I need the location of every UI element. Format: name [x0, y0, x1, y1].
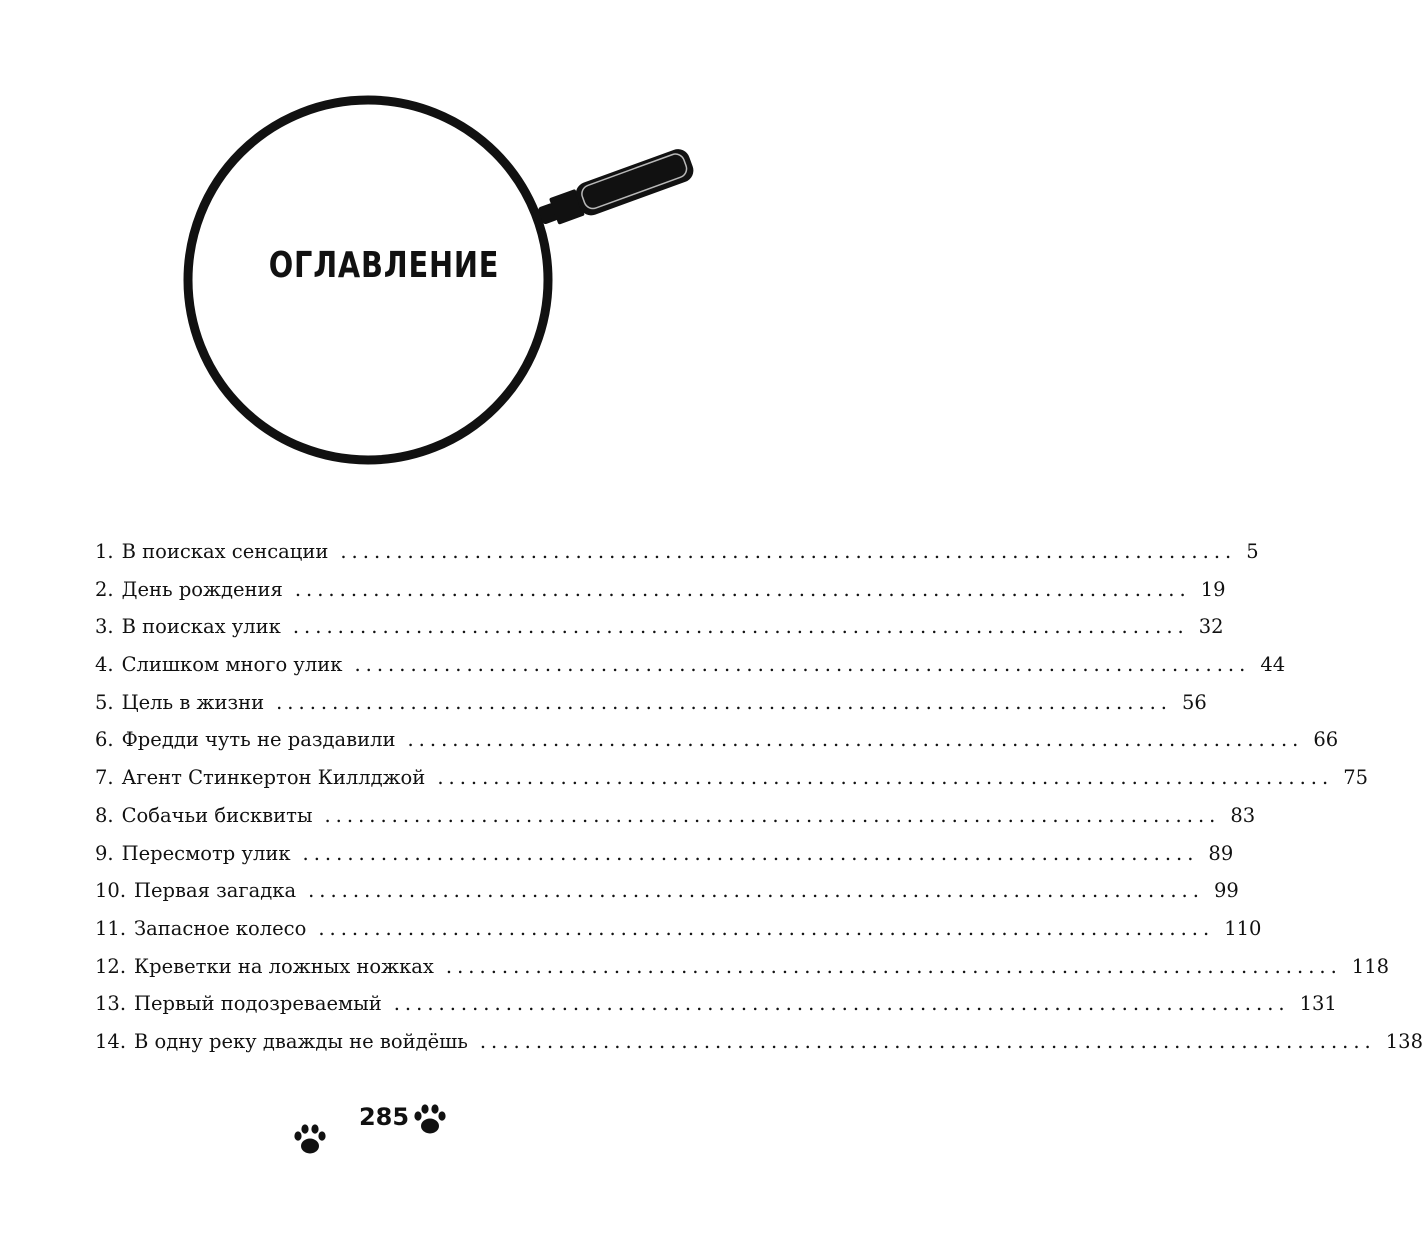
toc-entry-number: 1.: [95, 540, 114, 563]
toc-entry-title: В одну реку дважды не войдёшь: [134, 1029, 468, 1053]
toc-entry-number: 14.: [95, 1029, 127, 1053]
toc-entry[interactable]: [95, 766, 1369, 804]
toc-entry-page: 110: [1224, 916, 1262, 940]
toc-entry-page: 32: [1198, 615, 1224, 639]
toc-entry[interactable]: [95, 803, 1256, 842]
toc-entry[interactable]: [95, 992, 1337, 1030]
toc-entry-number: 2.: [95, 577, 114, 601]
toc-entry-page: 5: [1246, 540, 1259, 563]
toc-entry-number: 7.: [95, 766, 114, 790]
toc-entry-title: Собачьи бисквиты: [121, 803, 313, 827]
toc-entry-title: Слишком много улик: [121, 653, 343, 677]
toc-entry-number: 8.: [95, 803, 114, 827]
toc-entry[interactable]: [95, 916, 1262, 955]
toc-entry[interactable]: [95, 690, 1207, 729]
toc-entry-page: 44: [1260, 653, 1286, 677]
toc-entry-number: 6.: [95, 728, 114, 752]
toc-entry-title: Запасное колесо: [134, 916, 307, 940]
toc-entry-title: Креветки на ложных ножках: [134, 954, 434, 978]
dot-leader: ................................................................................: [294, 577, 1191, 601]
dot-leader: ................................................................................: [318, 916, 1215, 940]
toc-entry-number: 3.: [95, 615, 114, 639]
toc-entry-title: Фредди чуть не раздавили: [121, 728, 396, 752]
toc-entry-title: В поисках улик: [121, 615, 281, 639]
toc-entry-number: 10.: [95, 879, 127, 903]
toc-entry[interactable]: [95, 615, 1224, 653]
toc-entry-number: 5.: [95, 690, 114, 714]
toc-entry-number: 11.: [95, 916, 127, 940]
table-of-contents: [95, 540, 1423, 1068]
dot-leader: ................................................................................: [393, 992, 1290, 1016]
dot-leader: ................................................................................: [308, 879, 1204, 903]
toc-entry[interactable]: [95, 577, 1226, 616]
toc-entry[interactable]: [95, 1029, 1423, 1068]
toc-entry-page: 138: [1385, 1029, 1423, 1053]
dot-leader: ................................................................................: [324, 803, 1221, 827]
toc-entry-title: Цель в жизни: [121, 690, 265, 714]
toc-entry-page: 118: [1351, 954, 1390, 978]
toc-entry-page: 56: [1182, 690, 1207, 714]
dot-leader: ................................................................................: [445, 954, 1342, 978]
dot-leader: ................................................................................: [437, 766, 1334, 790]
toc-entry[interactable]: [95, 954, 1390, 993]
dot-leader: ................................................................................: [340, 540, 1237, 563]
toc-entry[interactable]: [95, 653, 1286, 691]
toc-entry-page: 99: [1213, 879, 1239, 903]
toc-entry-page: 66: [1313, 728, 1339, 752]
toc-entry-number: 4.: [95, 653, 114, 677]
page-number: 285: [358, 1103, 410, 1131]
page-title: ОГЛАВЛЕНИЕ: [268, 245, 500, 286]
dot-leader: ................................................................................: [479, 1029, 1376, 1053]
paw-print-icon: [410, 1100, 450, 1140]
toc-entry-page: 19: [1200, 577, 1226, 601]
toc-entry-title: Пересмотр улик: [121, 841, 291, 865]
toc-entry-page: 89: [1208, 841, 1234, 865]
dot-leader: ................................................................................: [302, 841, 1199, 865]
toc-entry-title: В поисках сенсации: [121, 540, 329, 563]
dot-leader: ................................................................................: [407, 728, 1304, 752]
dot-leader: ................................................................................: [276, 690, 1172, 714]
toc-entry-page: 131: [1299, 992, 1337, 1016]
toc-entry[interactable]: [95, 728, 1339, 766]
toc-entry-page: 75: [1343, 766, 1369, 790]
toc-entry[interactable]: [95, 540, 1259, 578]
toc-entry-number: 13.: [95, 992, 127, 1016]
toc-entry-title: Первая загадка: [134, 879, 297, 903]
dot-leader: ................................................................................: [292, 615, 1189, 639]
toc-entry-number: 9.: [95, 841, 114, 865]
toc-entry-title: Первый подозреваемый: [134, 992, 382, 1016]
dot-leader: ................................................................................: [354, 653, 1251, 677]
toc-entry-number: 12.: [95, 954, 127, 978]
toc-entry-page: 83: [1230, 803, 1256, 827]
toc-entry-title: Агент Стинкертон Киллджой: [121, 766, 426, 790]
toc-entry[interactable]: [95, 841, 1234, 880]
toc-entry-title: День рождения: [121, 577, 283, 601]
toc-entry[interactable]: [95, 879, 1239, 917]
